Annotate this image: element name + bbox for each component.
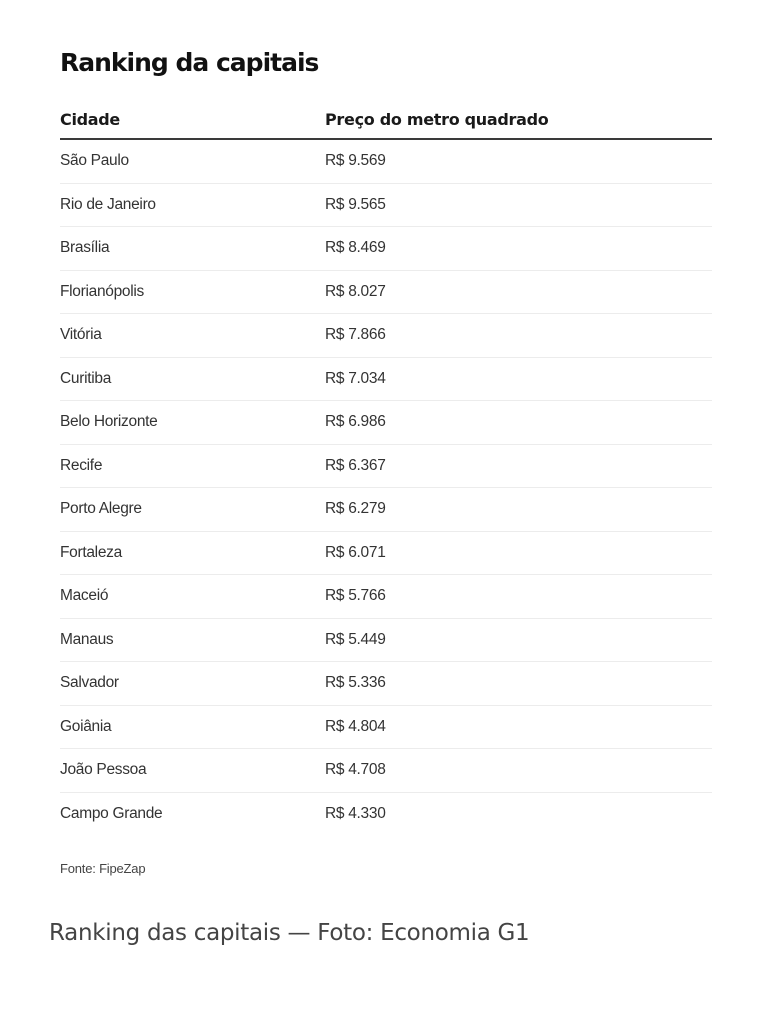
city-cell: Belo Horizonte — [60, 401, 325, 445]
table-row — [60, 618, 712, 662]
city-cell: Florianópolis — [60, 270, 325, 314]
city-cell: Rio de Janeiro — [60, 183, 325, 227]
table-row — [60, 227, 712, 271]
price-cell: R$ 9.569 — [325, 139, 712, 183]
price-cell: R$ 5.336 — [325, 662, 712, 706]
city-cell: Curitiba — [60, 357, 325, 401]
city-cell: Maceió — [60, 575, 325, 619]
city-cell: João Pessoa — [60, 749, 325, 793]
table-row — [60, 705, 712, 749]
city-cell: Campo Grande — [60, 804, 163, 822]
table-row — [60, 270, 712, 314]
price-cell: R$ 9.565 — [325, 183, 712, 227]
city-cell: Manaus — [60, 618, 325, 662]
table-title: Ranking da capitais — [60, 48, 319, 77]
table-row — [60, 488, 712, 532]
source-note: Fonte: FipeZap — [60, 861, 146, 876]
price-cell: R$ 4.708 — [325, 749, 712, 793]
city-cell: Recife — [60, 444, 325, 488]
ranking-card — [60, 40, 712, 876]
table-row — [60, 314, 712, 358]
price-cell: R$ 4.804 — [325, 705, 712, 749]
city-cell: Brasília — [60, 227, 325, 271]
table-row — [60, 662, 712, 706]
price-cell: R$ 8.469 — [325, 227, 712, 271]
city-cell: Fortaleza — [60, 531, 325, 575]
price-cell: R$ 4.330 — [325, 804, 386, 822]
column-header-city: Cidade — [60, 100, 325, 139]
price-cell: R$ 6.279 — [325, 488, 712, 532]
price-cell: R$ 7.866 — [325, 314, 712, 358]
city-cell: São Paulo — [60, 139, 325, 183]
column-header-price: Preço do metro quadrado — [325, 100, 712, 139]
table-row — [60, 444, 712, 488]
table-row — [60, 139, 712, 183]
city-cell: Vitória — [60, 314, 325, 358]
city-cell: Salvador — [60, 662, 325, 706]
table-row — [60, 575, 712, 619]
ranking-table — [60, 100, 712, 835]
city-cell: Porto Alegre — [60, 488, 325, 532]
price-cell: R$ 6.071 — [325, 531, 712, 575]
city-cell: Goiânia — [60, 705, 325, 749]
table-row — [60, 531, 712, 575]
table-row — [60, 183, 712, 227]
price-cell: R$ 6.986 — [325, 401, 712, 445]
price-cell: R$ 7.034 — [325, 357, 712, 401]
table-header-row — [60, 100, 712, 139]
price-cell: R$ 8.027 — [325, 270, 712, 314]
table-row — [60, 749, 712, 793]
image-caption: Ranking das capitais — Foto: Economia G1 — [49, 920, 530, 946]
price-cell: R$ 5.766 — [325, 575, 712, 619]
table-row — [60, 792, 712, 835]
price-cell: R$ 5.449 — [325, 618, 712, 662]
table-row — [60, 357, 712, 401]
table-row — [60, 401, 712, 445]
price-cell: R$ 6.367 — [325, 444, 712, 488]
